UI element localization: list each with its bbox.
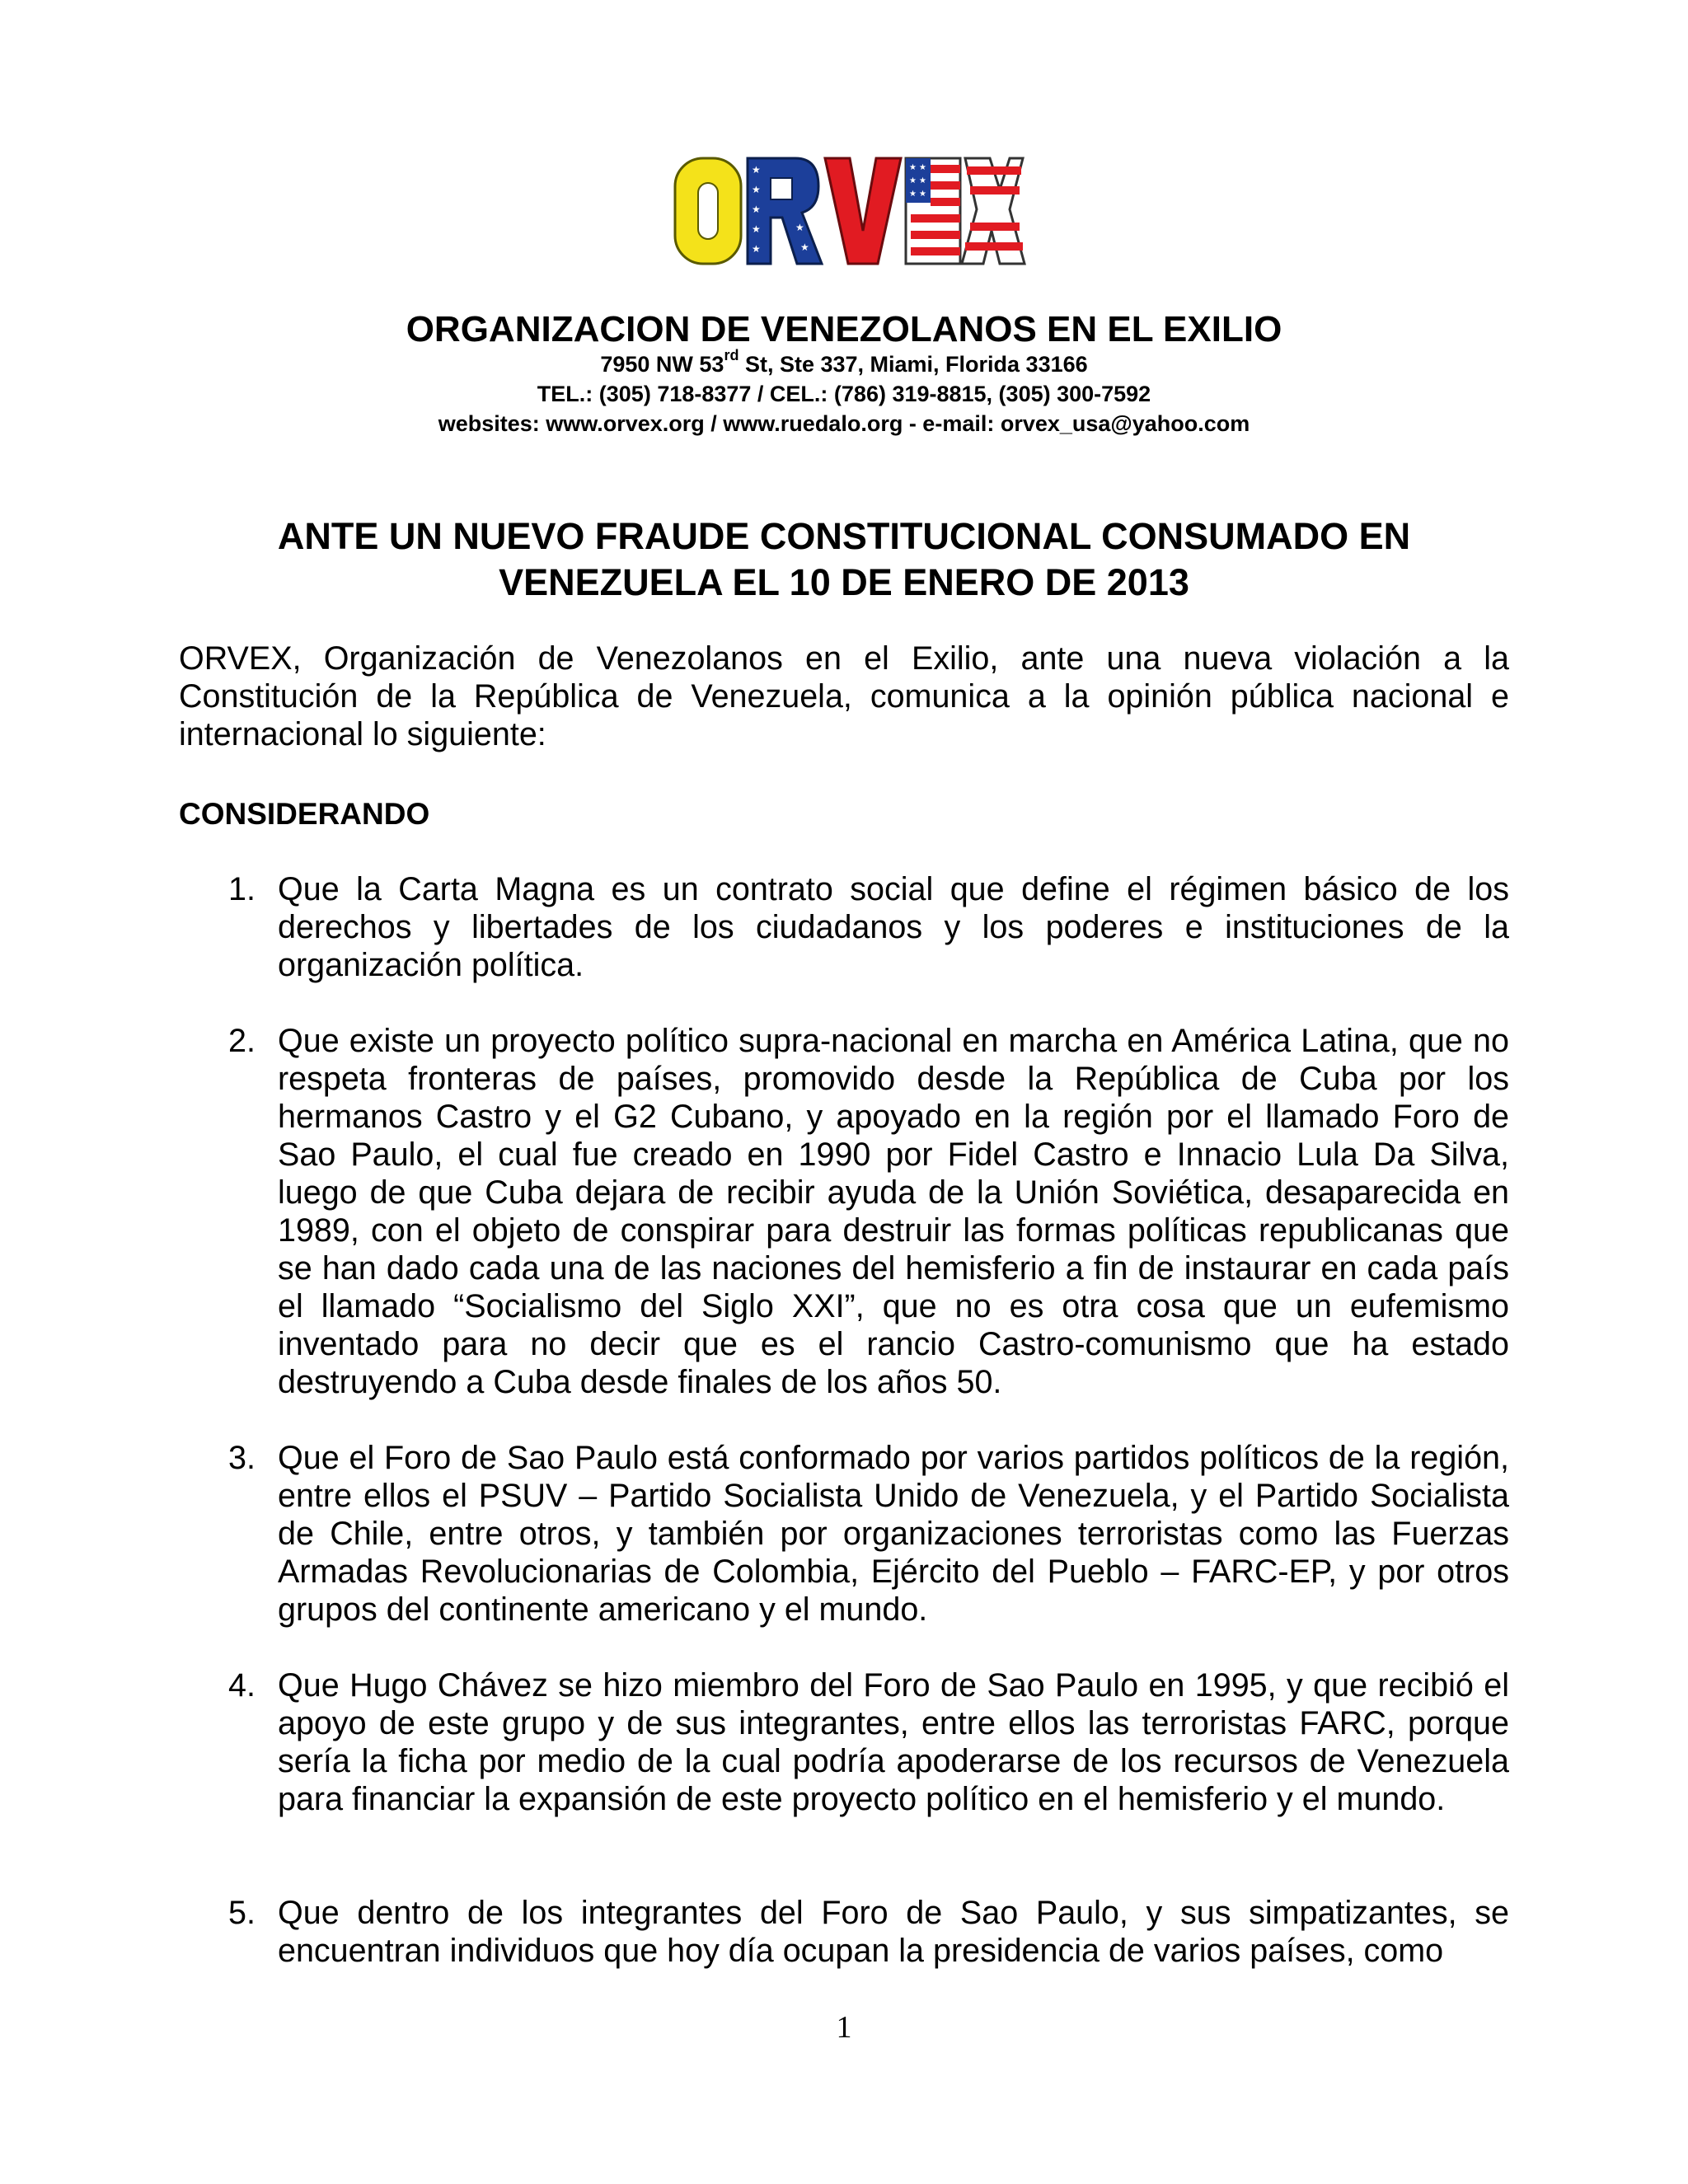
svg-text:★: ★ xyxy=(752,243,761,255)
svg-text:★: ★ xyxy=(752,184,761,195)
list-item-number: 1. xyxy=(228,871,256,907)
svg-text:★: ★ xyxy=(752,164,761,176)
list-item-text: Que existe un proyecto político supra-nacional en marcha en América Latina, que no respeta fronteras de países, promovido desde la República de Cuba por los hermanos Castro y el G2 Cubano, y apoyado en la región por el llamado Foro de Sao Paulo, el cual fue creado en 1990 por Fidel Castro e Innacio Lula Da Silva, luego de que Cuba dejara de recibir ayuda de la Unión Soviética, desaparecida en 1989, con el objeto de conspirar para destruir las formas políticas republicanas que se han dado cada una de las naciones del hemisferio a fin de instaurar en cada país el llamado “Socialismo del Siglo XXI”, que no es otra cosa que un eufemismo inventado para no decir que es el rancio Castro-comunismo que ha estado destruyendo a Cuba desde finales de los años 50. xyxy=(278,1023,1509,1400)
list-item-text: Que Hugo Chávez se hizo miembro del Foro de Sao Paulo en 1995, y que recibió el apoyo de este grupo y de sus integrantes, entre ellos las terroristas FARC, porque sería la ficha por medio de la cual podría apoderarse de los recursos de Venezuela para financiar la expansión de este proyecto político en el hemisferio y el mundo. xyxy=(278,1667,1509,1817)
svg-text:★: ★ xyxy=(919,163,926,172)
list-item-number: 2. xyxy=(228,1023,256,1059)
svg-text:★: ★ xyxy=(909,190,917,199)
svg-text:★: ★ xyxy=(909,163,917,172)
list-item-text: Que el Foro de Sao Paulo está conformado por varios partidos políticos de la región, entre ellos el PSUV – Partido Socialista Unido de Venezuela, y el Partido Socialista de Chile, entre otros, y también por organizaciones terroristas como las Fuerzas Armadas Revolucionarias de Colombia, Ejército del Pueblo – FARC-EP, y por otros grupos del continente americano y el mundo. xyxy=(278,1440,1509,1628)
svg-text:★: ★ xyxy=(800,241,809,253)
svg-text:★: ★ xyxy=(752,223,761,235)
page-number: 1 xyxy=(836,2010,852,2045)
intro-paragraph: ORVEX, Organización de Venezolanos en el Exilio, ante una nueva violación a la Constitución de la República de Venezuela, comunica a la opinión pública nacional e internacional lo siguiente: xyxy=(179,640,1509,752)
list-item-number: 5. xyxy=(228,1895,256,1931)
address-street-number: 7950 NW 53 xyxy=(600,352,724,377)
list-item-text: Que dentro de los integrantes del Foro de Sao Paulo, y sus simpatizantes, se encuentran individuos que hoy día ocupan la presidencia de varios países, como xyxy=(278,1895,1509,1969)
svg-text:★: ★ xyxy=(752,204,761,215)
document-title-line-1: ANTE UN NUEVO FRAUDE CONSTITUCIONAL CONSUMADO EN xyxy=(277,515,1411,557)
organization-phones: TEL.: (305) 718-8377 / CEL.: (786) 319-8815, (305) 300-7592 xyxy=(537,382,1151,406)
address-superscript: rd xyxy=(724,347,739,363)
list-item-text: Que la Carta Magna es un contrato social que define el régimen básico de los derechos y libertades de los ciudadanos y los poderes e instituciones de la organización política. xyxy=(278,871,1509,983)
svg-text:★: ★ xyxy=(795,222,804,233)
organization-websites: websites: www.orvex.org / www.ruedalo.org - e-mail: orvex_usa@yahoo.com xyxy=(438,411,1250,436)
organization-name: ORGANIZACION DE VENEZOLANOS EN EL EXILIO xyxy=(406,309,1282,349)
orvex-logo-graphic xyxy=(672,148,1026,272)
orvex-logo xyxy=(672,148,1026,272)
svg-text:★: ★ xyxy=(909,176,917,185)
list-item-number: 3. xyxy=(228,1440,256,1476)
section-heading: CONSIDERANDO xyxy=(179,797,430,831)
list-item-number: 4. xyxy=(228,1667,256,1704)
address-rest: St, Ste 337, Miami, Florida 33166 xyxy=(738,352,1088,377)
document-title-line-2: VENEZUELA EL 10 DE ENERO DE 2013 xyxy=(499,561,1189,603)
svg-text:★: ★ xyxy=(919,176,926,185)
svg-text:★: ★ xyxy=(919,190,926,199)
document-title xyxy=(0,513,1688,606)
organization-address xyxy=(0,349,1688,379)
